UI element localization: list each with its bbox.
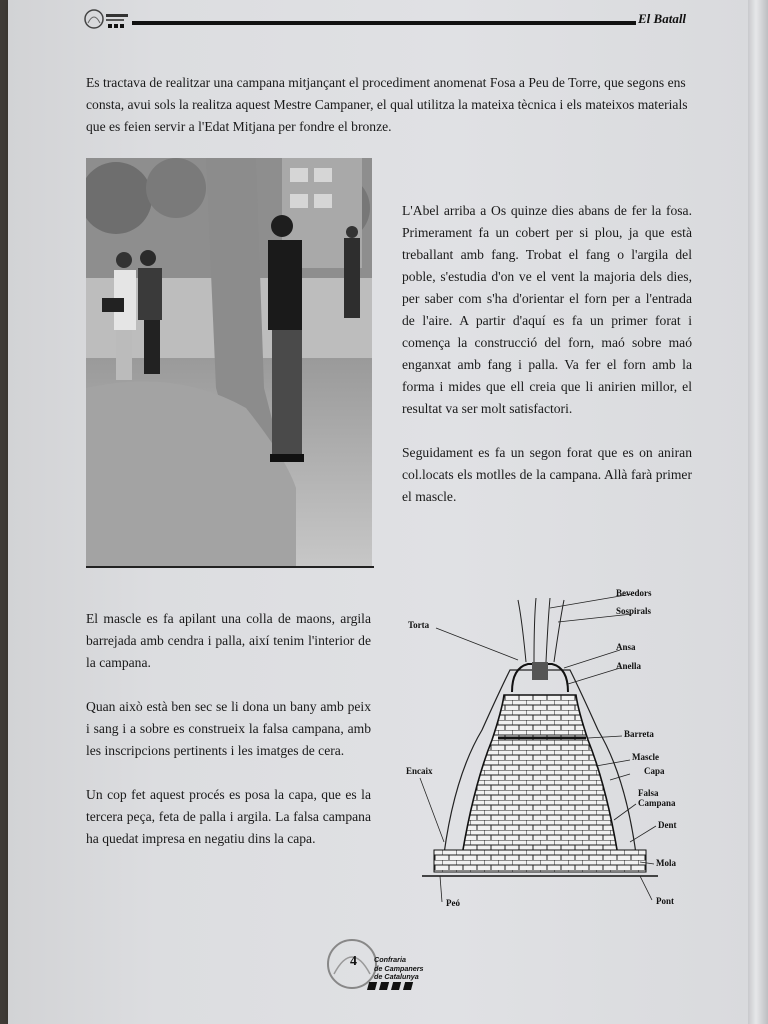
footer-line-2: de Campaners [374,963,424,973]
binding-shadow [0,0,8,1024]
label-anella: Anella [616,661,642,671]
header-title: El Batall [638,11,687,26]
label-pont: Pont [656,896,674,906]
right-paragraph-2: Seguidament es fa un segon forat que es on aniran col.locats els motlles de la campana. Allà farà primer el mascle. [402,445,692,504]
left-paragraph-2: Quan això està ben sec se li dona un bany amb peix i sang i a sobre es construeix la falsa campana, amb les inscripcions pertinents i les imatges de cera. [86,699,371,758]
label-encaix: Encaix [406,766,433,776]
label-dent: Dent [658,820,677,830]
label-barreta: Barreta [624,729,654,739]
left-paragraph-1: El mascle es fa apilant una colla de maons, argila barrejada amb cendra i palla, així tenim l'interior de la campana. [86,611,371,670]
footer-line-3: de Catalunya [374,972,419,981]
label-torta: Torta [408,620,430,630]
header-rule [132,21,636,25]
footer-org-name [374,956,424,982]
right-column-text [402,200,692,530]
intro-paragraph: Es tractava de realitzar una campana mitjançant el procediment anomenat Fosa a Peu de Torre, que segons ens consta, avui sols la realitza aquest Mestre Campaner, el qual utilitza la mateixa tècnica i els mateixos materials que es feien servir a l'Edat Mitjana per fondre el bronze. [86,75,688,134]
page-edge [748,0,768,1024]
label-mascle: Mascle [632,752,659,762]
bell-mould-diagram [400,580,700,920]
photo-bottom-rule [86,566,374,568]
header-logo [84,8,130,30]
left-paragraph-3: Un cop fet aquest procés es posa la capa, que es la tercera peça, feta de palla i argila. La falsa campana ha quedat impresa en negatiu dins la capa. [86,787,371,846]
label-mola: Mola [656,858,676,868]
right-paragraph-1: L'Abel arriba a Os quinze dies abans de fer la fosa. Primerament fa un cobert per si plou, ja que està treballant amb fang. Trobat el fang o l'argila del poble, s'estudia d'on ve el vent la majoria dels dies, per saber com s'ha d'orientar el forn per a l'entrada de l'aire. A partir d'aquí es fa un primer forat i comença la construcció del forn, maó sobre maó enganxat amb fang i palla. Va fer el forn amb la forma i mides que ell creia que li anirien millor, el resultat va ser molt satisfactori. [402,203,692,416]
label-capa: Capa [644,766,665,776]
label-sospirals: Sospirals [616,606,652,616]
left-column-text [86,608,371,872]
label-ansa: Ansa [616,642,636,652]
label-campana: Campana [638,798,676,808]
footer-line-1: Confraria [374,955,406,964]
photo-men-at-bell-pit [86,158,372,566]
label-peo: Peó [446,898,460,908]
label-falsa: Falsa [638,788,659,798]
label-bevedors: Bevedors [616,588,652,598]
page-number: 4 [350,954,357,969]
